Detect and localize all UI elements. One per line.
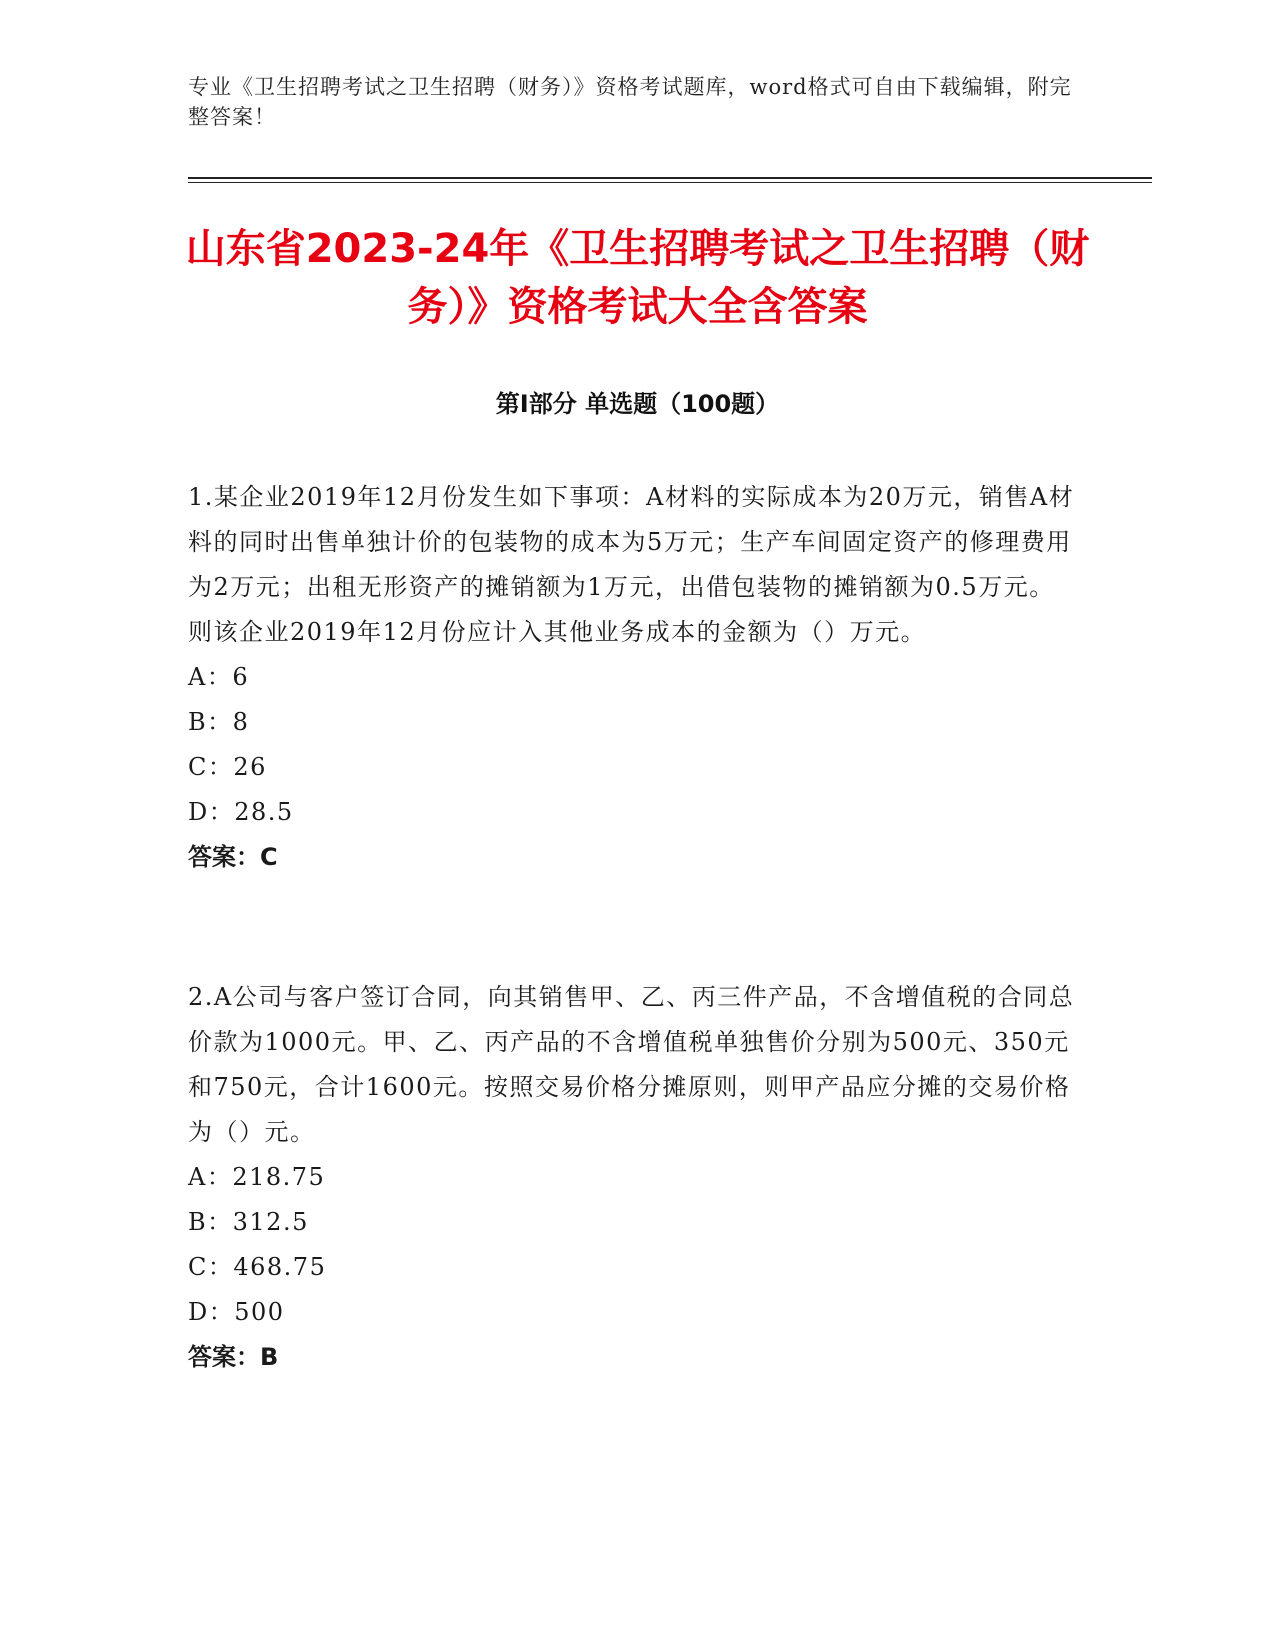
option-d: D：28.5 — [188, 798, 294, 826]
answer: 答案：B — [188, 1343, 279, 1371]
header-note: 专业《卫生招聘考试之卫生招聘（财务）》资格考试题库，word格式可自由下载编辑，附完整答案！ — [188, 75, 1072, 129]
question-2 — [188, 975, 1078, 1380]
option-d: D：500 — [188, 1298, 285, 1326]
question-stem: 2.A公司与客户签订合同，向其销售甲、乙、丙三件产品，不含增值税的合同总价款为1000元。甲、乙、丙产品的不含增值税单独售价分别为500元、350元和750元，合计1600元。按照交易价格分摊原则，则甲产品应分摊的交易价格为（）元。 — [188, 983, 1075, 1146]
option-c: C：468.75 — [188, 1253, 327, 1281]
question-stem: 1.某企业2019年12月份发生如下事项：A材料的实际成本为20万元，销售A材料的同时出售单独计价的包装物的成本为5万元；生产车间固定资产的修理费用为2万元；出租无形资产的摊销额为1万元，出借包装物的摊销额为0.5万元。则该企业2019年12月份应计入其他业务成本的金额为（）万元。 — [188, 483, 1075, 646]
document-title: 山东省2023-24年《卫生招聘考试之卫生招聘（财务）》资格考试大全含答案 — [185, 226, 1090, 330]
question-1 — [188, 475, 1078, 880]
option-c: C：26 — [188, 753, 267, 781]
header-rule-thin — [188, 182, 1152, 183]
section-heading: 第Ⅰ部分 单选题（100题） — [495, 390, 780, 418]
header-rule-thick — [188, 177, 1152, 179]
answer: 答案：C — [188, 843, 278, 871]
option-a: A：218.75 — [188, 1163, 326, 1191]
option-b: B：8 — [188, 708, 250, 736]
option-b: B：312.5 — [188, 1208, 309, 1236]
option-a: A：6 — [188, 663, 250, 691]
